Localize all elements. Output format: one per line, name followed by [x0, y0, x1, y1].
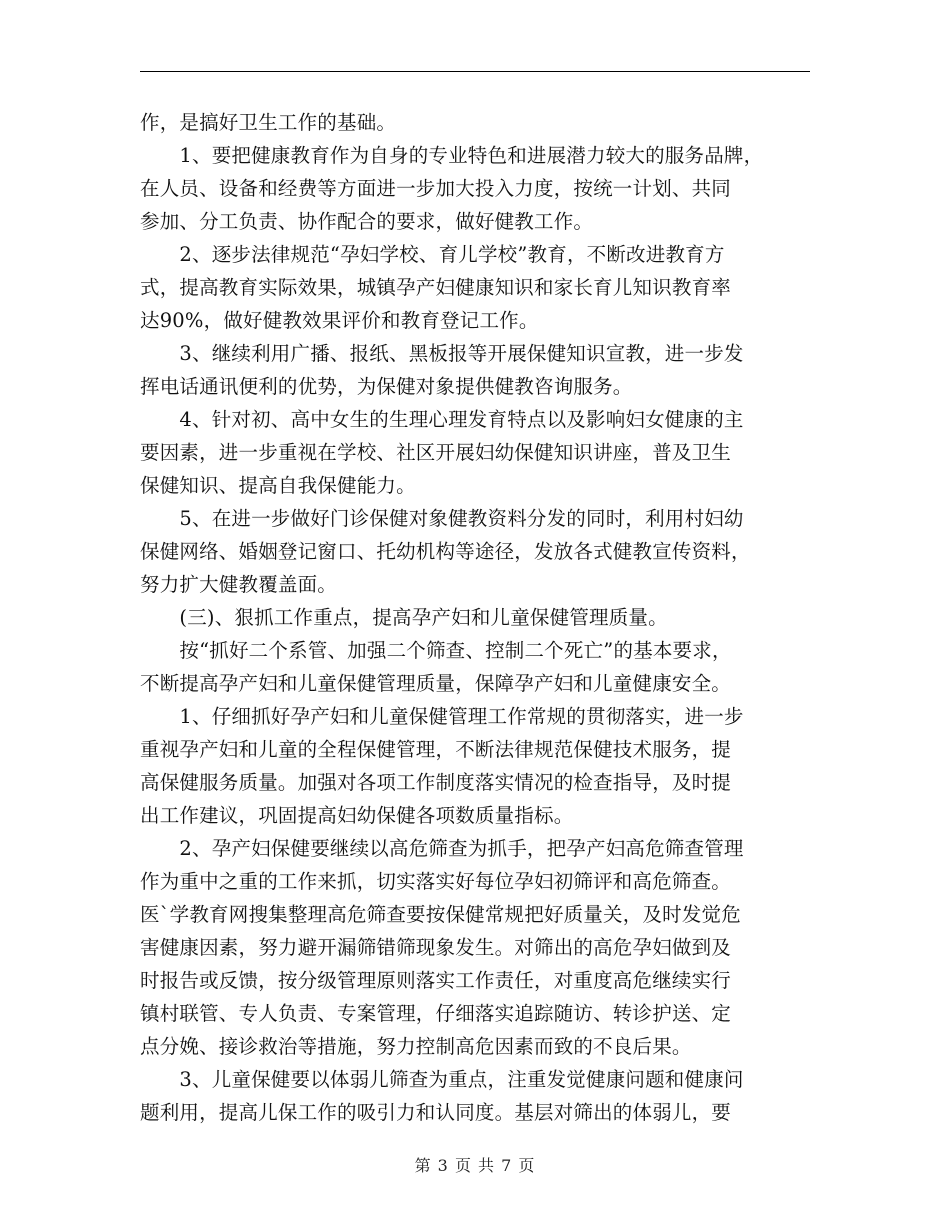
text-line: 达90%，做好健教效果评价和教育登记工作。: [140, 309, 539, 332]
text-line: 医`学教育网搜集整理高危筛查要按保健常规把好质量关，及时发觉危: [140, 903, 741, 926]
text-line: 挥电话通讯便利的优势，为保健对象提供健教咨询服务。: [140, 375, 633, 398]
text-line: 重视孕产妇和儿童的全程保健管理，不断法律规范保健技术服务，提: [140, 738, 732, 761]
page-number-footer: 第 3 页 共 7 页: [414, 1156, 536, 1175]
text-line: 镇村联管、专人负责、专案管理，仔细落实追踪随访、转诊护送、定: [140, 1002, 732, 1025]
document-body: [140, 106, 810, 1129]
text-line: 在人员、设备和经费等方面进一步加大投入力度，按统一计划、共同: [140, 177, 732, 200]
text-line: 出工作建议，巩固提高妇幼保健各项数质量指标。: [140, 804, 574, 827]
text-line: 题利用，提高儿保工作的吸引力和认同度。基层对筛出的体弱儿，要: [140, 1101, 732, 1124]
text-line: 按“抓好二个系管、加强二个筛查、控制二个死亡”的基本要求，: [140, 639, 732, 662]
text-line: 参加、分工负责、协作配合的要求，做好健教工作。: [140, 210, 594, 233]
text-line: 1、仔细抓好孕产妇和儿童保健管理工作常规的贯彻落实，进一步: [140, 705, 744, 728]
text-line: 努力扩大健教覆盖面。: [140, 573, 338, 596]
text-line: 作为重中之重的工作来抓，切实落实好每位孕妇初筛评和高危筛查。: [140, 870, 732, 893]
text-line: 保健知识、提高自我保健能力。: [140, 474, 416, 497]
text-line: 2、逐步法律规范“孕妇学校、育儿学校”教育，不断改进教育方: [140, 243, 725, 266]
text-line: 不断提高孕产妇和儿童保健管理质量，保障孕产妇和儿童健康安全。: [140, 672, 732, 695]
text-line: 2、孕产妇保健要继续以高危筛查为抓手，把孕产妇高危筛查管理: [140, 837, 744, 860]
header-rule: [140, 71, 810, 72]
text-line: 时报告或反馈，按分级管理原则落实工作责任，对重度高危继续实行: [140, 969, 732, 992]
text-line: 害健康因素，努力避开漏筛错筛现象发生。对筛出的高危孕妇做到及: [140, 936, 732, 959]
text-line: 点分娩、接诊救治等措施，努力控制高危因素而致的不良后果。: [140, 1035, 692, 1058]
text-line: 要因素，进一步重视在学校、社区开展妇幼保健知识讲座，普及卫生: [140, 441, 732, 464]
text-line: 3、儿童保健要以体弱儿筛查为重点，注重发觉健康问题和健康问: [140, 1068, 744, 1091]
text-line: 1、要把健康教育作为自身的专业特色和进展潜力较大的服务品牌，: [140, 144, 764, 167]
text-line: 3、继续利用广播、报纸、黑板报等开展保健知识宣教，进一步发: [140, 342, 744, 365]
text-line: 保健网络、婚姻登记窗口、托幼机构等途径，发放各式健教宣传资料，: [140, 540, 751, 563]
text-line: 式，提高教育实际效果，城镇孕产妇健康知识和家长育儿知识教育率: [140, 276, 732, 299]
text-line: 5、在进一步做好门诊保健对象健教资料分发的同时，利用村妇幼: [140, 507, 744, 530]
text-line: 作，是搞好卫生工作的基础。: [140, 111, 397, 134]
text-line: 4、针对初、高中女生的生理心理发育特点以及影响妇女健康的主: [140, 408, 744, 431]
text-line: 高保健服务质量。加强对各项工作制度落实情况的检查指导，及时提: [140, 771, 732, 794]
section-heading: (三)、狠抓工作重点，提高孕产妇和儿童保健管理质量。: [140, 606, 668, 629]
